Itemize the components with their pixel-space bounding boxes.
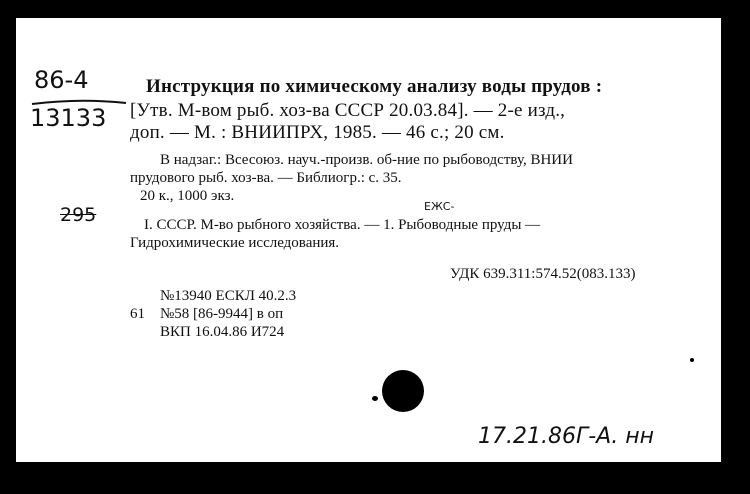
punch-hole [382, 370, 424, 412]
reg-line-1: №13940 ЕСКЛ 40.2.3 [160, 288, 297, 304]
note-line-2: прудового рыб. хоз-ва. — Библиогр.: с. 35. [130, 170, 402, 186]
subject-line-1: I. СССР. М-во рыбного хозяйства. — 1. Рыбоводные пруды — [144, 217, 541, 233]
subject-line-2: Гидрохимические исследования. [130, 235, 340, 251]
shelf-mark-bottom: 13133 [30, 104, 107, 132]
reg-line-3: ВКП 16.04.86 И724 [160, 324, 285, 340]
reg-line-2: №58 [86-9944] в оп [160, 306, 284, 322]
note-line-3: 20 к., 1000 экз. [140, 188, 235, 204]
ink-speck [690, 358, 694, 362]
reg-line-2-prefix: 61 [130, 306, 145, 322]
shelf-mark-top: 86-4 [34, 66, 89, 94]
ink-speck [372, 396, 378, 401]
bottom-handwritten-note: 17.21.86Г-А. нн [478, 424, 654, 449]
title-line-1: Инструкция по химическому анализу воды прудов : [146, 76, 603, 97]
title-line-3: доп. — М. : ВНИИПРХ, 1985. — 46 с.; 20 см. [130, 122, 505, 143]
side-number: 295 [60, 204, 97, 226]
stamp-scribble: ЕЖС- [424, 200, 455, 213]
title-line-2: [Утв. М-вом рыб. хоз-ва СССР 20.03.84]. — 2-е изд., [130, 100, 566, 121]
udk-line: УДК 639.311:574.52(083.133) [450, 266, 636, 282]
note-line-1: В надзаг.: Всесоюз. науч.-произв. об-ние по рыбоводству, ВНИИ [160, 152, 573, 168]
catalog-card [16, 18, 721, 462]
